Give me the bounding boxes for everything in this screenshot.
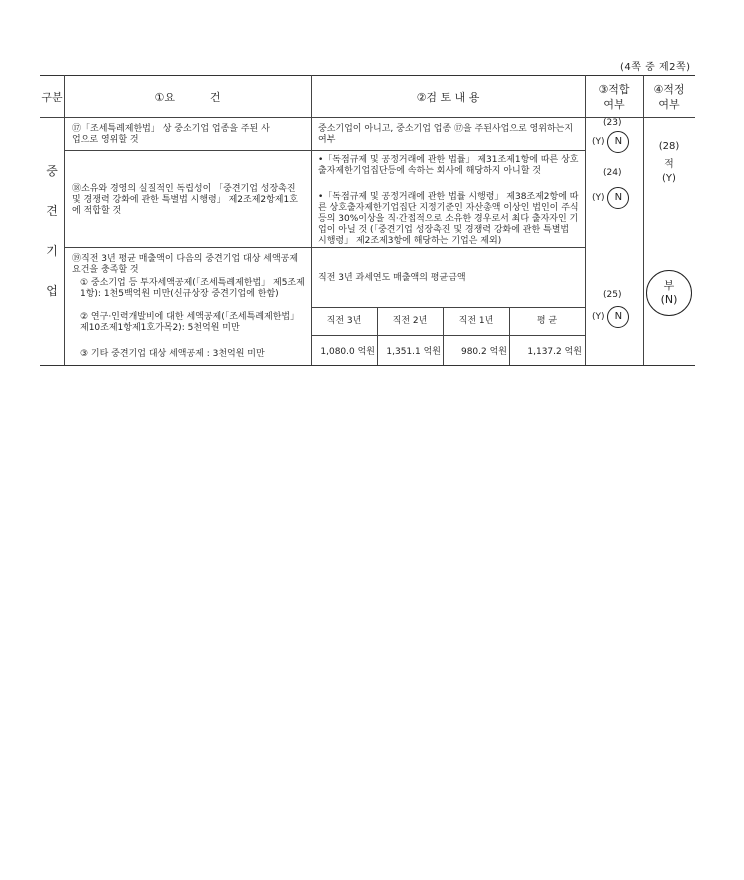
fit-yes: (Y) [592, 137, 605, 147]
subtable-header: 직전 1년 [458, 316, 494, 326]
header-fit-line1: ③적합 [598, 83, 630, 96]
item-number: (23) [603, 118, 622, 128]
table-bottom-border [40, 365, 695, 366]
subtable-value: 1,080.0 억원 [320, 347, 375, 357]
review-19: 직전 3년 과세연도 매출액의 평균금액 [318, 273, 466, 283]
proper-label: 적 [664, 159, 674, 170]
page-number: (4쪽 중 제2쪽) [620, 62, 691, 73]
row-divider [64, 247, 585, 248]
requirement-19-item1: ① 중소기업 등 투자세액공제(「조세특례제한법」 제5조제1항): 1천5백억원 미만(신규상장 중견기업에 한함) [80, 278, 305, 299]
requirement-19-item2: ② 연구·인력개발비에 대한 세액공제(「조세특례제한법」 제10조제1항제1호가목2): 5천억원 미만 [80, 312, 300, 333]
fit-no-circled: N [607, 131, 629, 153]
fit-choice [592, 131, 644, 153]
column-divider [64, 75, 65, 365]
header-proper-line1: ④적정 [653, 83, 685, 96]
proper-no: (N) [660, 293, 678, 306]
subtable-value: 1,137.2 억원 [527, 347, 582, 357]
table-top-border [40, 75, 695, 76]
requirement-19-item3: ③ 기타 중견기업 대상 세액공제 : 3천억원 미만 [80, 349, 265, 359]
fit-choice [592, 187, 644, 209]
header-category: 구분 [41, 91, 63, 104]
header-fit [585, 82, 643, 112]
requirement-17: ⑰「조세특례제한법」 상 중소기업 업종을 주된 사업으로 영위할 것 [72, 124, 270, 145]
fit-yes: (Y) [592, 312, 605, 322]
subtable-header: 평 균 [536, 316, 558, 326]
header-review: ②검 토 내 용 [416, 91, 480, 104]
header-fit-line2: 여부 [603, 98, 625, 111]
fit-no-circled: N [607, 187, 629, 209]
header-proper [643, 82, 695, 112]
item-number: (25) [603, 290, 622, 300]
side-label-char: 견 [46, 204, 58, 218]
subtable-header: 직전 2년 [392, 316, 428, 326]
subtable-value: 1,351.1 억원 [386, 347, 441, 357]
subtable-top [311, 307, 585, 308]
fit-no-circled: N [607, 306, 629, 328]
proper-number: (28) [658, 141, 680, 152]
requirement-19-title: ⑲직전 3년 평균 매출액이 다음의 중견기업 대상 세액공제 요건을 충족할 것 [72, 254, 299, 275]
proper-bottom-circle [646, 270, 692, 316]
proper-yes: (Y) [662, 173, 676, 184]
fit-yes: (Y) [592, 193, 605, 203]
column-divider [585, 75, 586, 365]
review-18-item2: •「독점규제 및 공정거래에 관한 법률 시행령」 제38조제2항에 따른 상호출자제한기업집단 지정기준인 자산총액 이상인 법인이 주식등의 30%이상을 직·간접적으로 소유한 경우로서 최다 출자자인 기업이 아닐 것 (「중견기업 성장촉진 및 경쟁력 강화에 관한 특별법 시행령」 제2조제3항에 해당하는 기업은 제외) [318, 192, 579, 246]
side-label-char: 업 [46, 284, 58, 298]
proper-top [643, 140, 695, 186]
review-17: 중소기업이 아니고, 중소기업 업종 ⑰을 주된사업으로 영위하는지 여부 [318, 124, 574, 145]
header-requirement: ①요 건 [154, 91, 221, 104]
side-label-char: 기 [46, 244, 58, 258]
header-bottom-border [40, 117, 695, 118]
header-proper-line2: 여부 [658, 98, 680, 111]
fit-choice [592, 306, 644, 328]
review-18-item1: •「독점규제 및 공정거래에 관한 법률」 제31조제1항에 따른 상호출자제한기업집단등에 속하는 회사에 해당하지 아니할 것 [318, 155, 579, 176]
side-label-char: 중 [46, 164, 58, 178]
subtable-mid [311, 335, 585, 336]
row-divider [64, 150, 585, 151]
item-number: (24) [603, 168, 622, 178]
requirement-18: ⑱소유와 경영의 실질적인 독립성이 「중견기업 성장촉진 및 경쟁력 강화에 관한 특별법 시행령」 제2조제2항제1호에 적합할 것 [72, 184, 298, 216]
proper-no-label: 부 [663, 279, 675, 292]
subtable-value: 980.2 억원 [460, 347, 507, 357]
subtable-header: 직전 3년 [326, 316, 362, 326]
